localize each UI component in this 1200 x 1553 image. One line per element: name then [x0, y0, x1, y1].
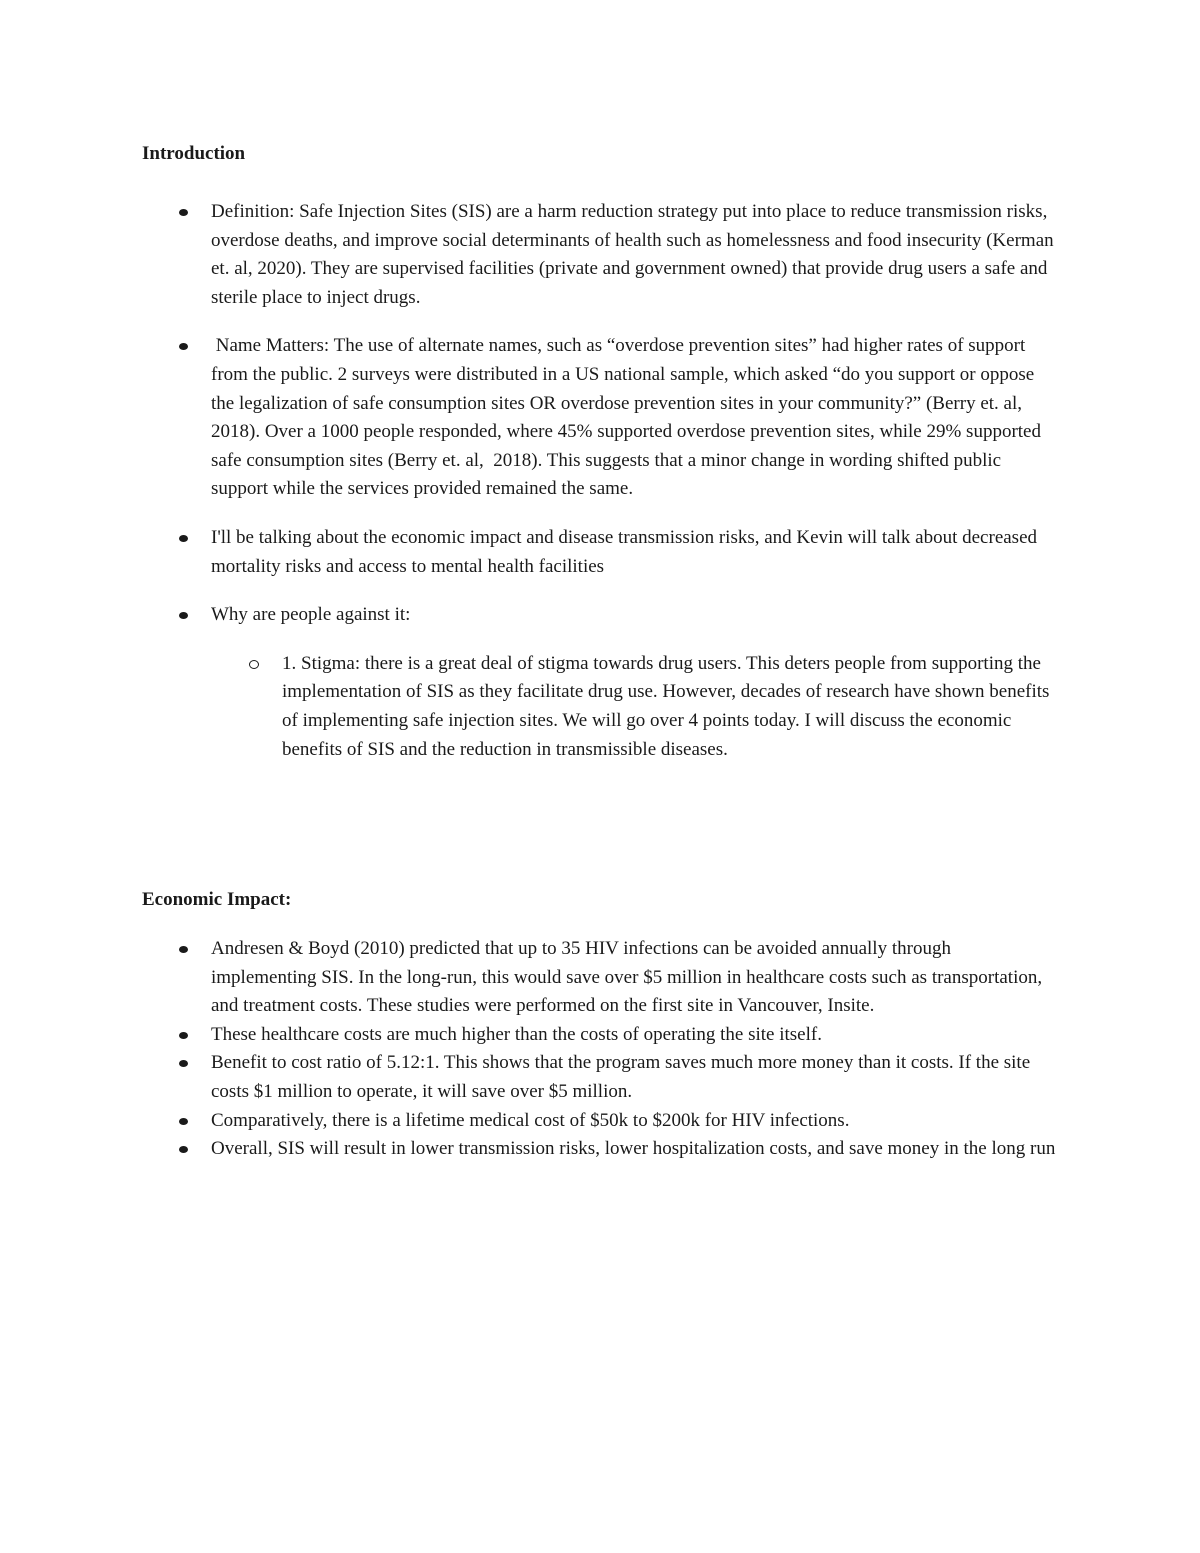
economic-impact-list: [0, 935, 1061, 1164]
list-item-text: I'll be talking about the economic impact and disease transmission risks, and Kevin will talk about decreased mortality risks and access to mental health facilities: [211, 526, 1038, 577]
sub-list-item-stigma: [0, 650, 1057, 764]
list-item-overall: [0, 1135, 1061, 1164]
introduction-list: [0, 198, 1061, 764]
list-item-text: These healthcare costs are much higher than the costs of operating the site itself.: [211, 1023, 822, 1045]
list-item-andresen-boyd: [0, 935, 1061, 1021]
bullet-icon: [179, 612, 188, 619]
bullet-icon: [179, 1118, 188, 1125]
list-item-benefit-ratio: [0, 1049, 1061, 1106]
list-item-definition: [0, 198, 1061, 312]
list-item-healthcare-costs: [0, 1021, 1061, 1050]
list-item-text: Definition: Safe Injection Sites (SIS) are a harm reduction strategy put into place to reduce transmission risks, overdose deaths, and improve social determinants of health such as homelessness and food insecurity (Kerman et. al, 2020). They are supervised facilities (private and government owned) that provide drug users a safe and sterile place to inject drugs.: [211, 201, 1054, 308]
list-item-text: Andresen & Boyd (2010) predicted that up to 35 HIV infections can be avoided annually through implementing SIS. In the long-run, this would save over $5 million in healthcare costs such as transportation, and treatment costs. These studies were performed on the first site in Vancouver, Insite.: [211, 938, 1043, 1017]
list-item-text: Overall, SIS will result in lower transmission risks, lower hospitalization costs, and save money in the long run: [211, 1138, 1056, 1160]
economic-impact-heading: Economic Impact:: [142, 889, 292, 910]
list-item-lifetime-cost: [0, 1107, 1061, 1136]
bullet-icon: [179, 1032, 188, 1039]
list-item-text: Why are people against it:: [211, 604, 411, 626]
bullet-icon: [179, 535, 188, 542]
list-item-name-matters: [0, 332, 1061, 504]
bullet-icon: [179, 1146, 188, 1153]
list-item-text: Name Matters: The use of alternate names, such as “overdose prevention sites” had higher rates of support from the public. 2 surveys were distributed in a US national sample, which asked “do you support or oppose the legalization of safe consumption sites OR overdose prevention sites in your community?” (Berry et. al, 2018). Over a 1000 people responded, where 45% supported overdose prevention sites, while 29% supported safe consumption sites (Berry et. al, 2018). This suggests that a minor change in wording shifted public support while the services provided remained the same.: [211, 335, 1046, 500]
bullet-icon: [179, 946, 188, 953]
list-item-talking-points: [0, 524, 1061, 581]
bullet-icon: [179, 1060, 188, 1067]
bullet-icon: [179, 209, 188, 216]
list-item-text: 1. Stigma: there is a great deal of stigma towards drug users. This deters people from supporting the implementation of SIS as they facilitate drug use. However, decades of research have shown benefits of implementing safe injection sites. We will go over 4 points today. I will discuss the economic benefits of SIS and the reduction in transmissible diseases.: [282, 652, 1050, 760]
list-item-why-against: [0, 601, 1061, 630]
bullet-icon: [179, 343, 188, 350]
list-item-text: Comparatively, there is a lifetime medical cost of $50k to $200k for HIV infections.: [211, 1109, 850, 1131]
introduction-heading: Introduction: [142, 143, 246, 164]
list-item-text: Benefit to cost ratio of 5.12:1. This shows that the program saves much more money than it costs. If the site costs $1 million to operate, it will save over $5 million.: [211, 1052, 1031, 1102]
hollow-bullet-icon: [249, 660, 259, 669]
